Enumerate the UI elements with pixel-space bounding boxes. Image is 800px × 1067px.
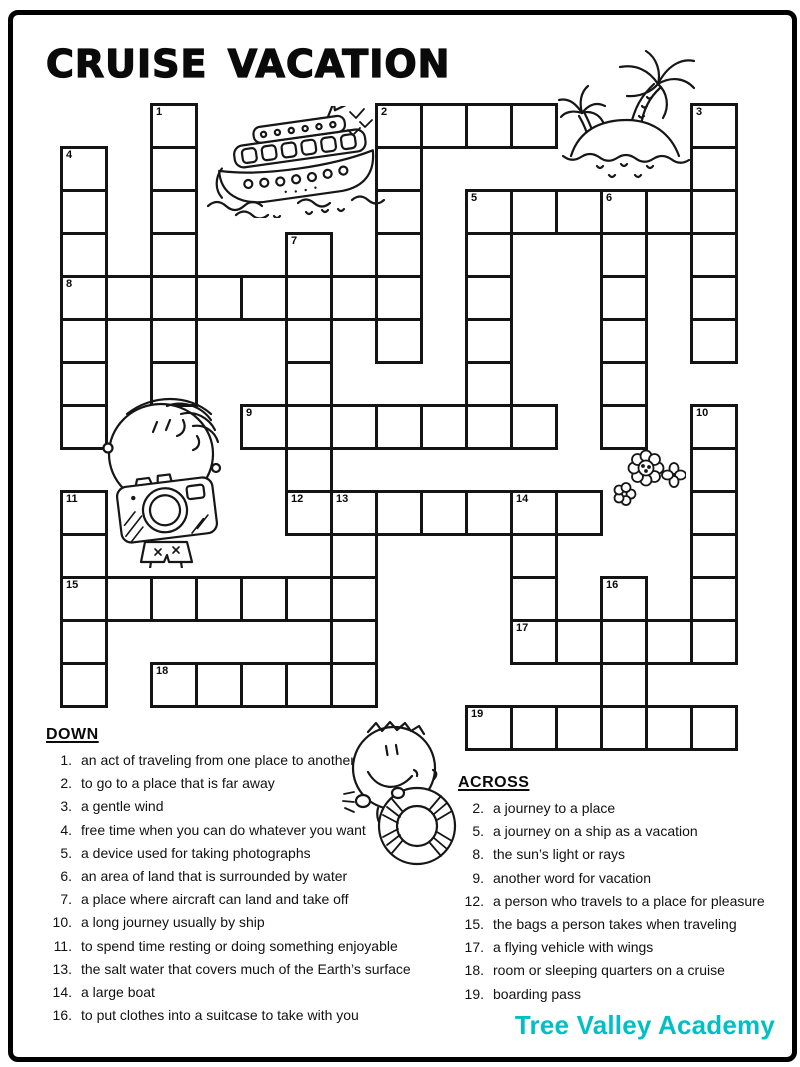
grid-cell — [465, 404, 513, 450]
grid-cell — [510, 619, 558, 665]
grid-cell — [195, 576, 243, 622]
grid-cell — [285, 232, 333, 278]
brand-footer: Tree Valley Academy — [514, 1010, 775, 1040]
grid-cell — [285, 318, 333, 364]
clue-text: room or sleeping quarters on a cruise — [493, 962, 725, 979]
grid-cell — [60, 189, 108, 235]
clue-number: 6. — [60, 868, 72, 885]
clue-number: 10. — [52, 914, 72, 931]
down-clue-list — [46, 752, 411, 1024]
grid-cell — [420, 404, 468, 450]
grid-cell — [240, 275, 288, 321]
grid-cell — [645, 189, 693, 235]
grid-cell — [375, 232, 423, 278]
grid-cell — [510, 576, 558, 622]
clue-text: an act of traveling from one place to another — [81, 752, 355, 768]
cell-number: 19 — [471, 708, 484, 720]
grid-cell — [690, 189, 738, 235]
grid-cell — [510, 103, 558, 149]
flowers-illustration — [610, 448, 686, 508]
grid-cell — [330, 619, 378, 665]
cruise-ship-icon — [202, 106, 392, 218]
clue-text: to spend time resting or doing something enjoyable — [81, 937, 398, 954]
across-clue-list — [458, 801, 793, 1002]
clue-item — [458, 917, 793, 932]
grid-cell — [690, 447, 738, 493]
down-heading: DOWN — [46, 726, 99, 743]
clue-number: 5. — [472, 823, 484, 840]
clue-number: 17. — [464, 939, 484, 956]
clue-text: a large boat — [81, 984, 155, 1001]
grid-cell — [60, 619, 108, 665]
cell-number: 11 — [66, 493, 78, 505]
grid-cell — [690, 146, 738, 192]
clue-text: to go to a place that is far away — [81, 775, 275, 792]
grid-cell — [690, 576, 738, 622]
grid-cell — [465, 361, 513, 407]
grid-cell — [285, 275, 333, 321]
grid-cell — [150, 189, 198, 235]
cell-number: 16 — [606, 579, 619, 591]
clue-text: a journey on a ship as a vacation — [493, 823, 698, 840]
grid-cell — [285, 490, 333, 536]
down-clues-section — [46, 726, 411, 1031]
grid-cell — [105, 576, 153, 622]
grid-cell — [375, 318, 423, 364]
grid-cell — [600, 361, 648, 407]
cell-number: 5 — [471, 192, 478, 204]
grid-cell — [600, 662, 648, 708]
grid-cell — [600, 232, 648, 278]
grid-cell — [600, 576, 648, 622]
grid-cell — [690, 404, 738, 450]
kid-with-camera-icon — [97, 390, 239, 568]
clue-text: a place where aircraft can land and take off — [81, 891, 349, 908]
clue-number: 16. — [52, 1007, 72, 1024]
grid-cell — [465, 232, 513, 278]
grid-cell — [465, 705, 513, 751]
clue-number: 9. — [472, 869, 484, 886]
clue-item — [46, 960, 411, 977]
grid-cell — [330, 662, 378, 708]
cell-number: 17 — [516, 622, 529, 634]
grid-cell — [375, 275, 423, 321]
grid-cell — [240, 404, 288, 450]
clue-item — [46, 846, 406, 861]
page-title: CRUISE VACATION — [46, 42, 451, 86]
clue-number: 13. — [52, 960, 72, 977]
grid-cell — [555, 490, 603, 536]
clue-number: 11. — [53, 937, 72, 954]
grid-cell — [600, 275, 648, 321]
grid-cell — [60, 662, 108, 708]
clue-text: a journey to a place — [493, 800, 616, 816]
grid-cell — [600, 189, 648, 235]
grid-cell — [555, 705, 603, 751]
clue-number: 15. — [464, 916, 484, 933]
clue-item — [46, 985, 406, 1000]
grid-cell — [105, 275, 153, 321]
clue-item — [458, 824, 793, 839]
palm-island-illustration — [557, 50, 697, 182]
clue-number: 18. — [464, 962, 484, 979]
cell-number: 10 — [696, 407, 709, 419]
grid-cell — [330, 490, 378, 536]
kid-with-camera-illustration — [97, 390, 239, 568]
clue-item — [458, 801, 793, 816]
clue-number: 8. — [472, 846, 484, 863]
clue-text: a flying vehicle with wings — [493, 939, 654, 956]
clue-text: boarding pass — [493, 985, 581, 1002]
grid-cell — [510, 533, 558, 579]
cell-number: 8 — [66, 278, 73, 290]
clue-number: 2. — [472, 800, 484, 816]
cell-number: 4 — [66, 149, 73, 161]
palm-island-icon — [557, 50, 697, 182]
grid-cell — [600, 404, 648, 450]
clue-number: 1. — [60, 752, 72, 768]
grid-cell — [420, 490, 468, 536]
grid-cell — [60, 275, 108, 321]
grid-cell — [465, 275, 513, 321]
clue-text: another word for vacation — [493, 869, 651, 886]
grid-cell — [285, 576, 333, 622]
across-clues-section — [458, 774, 793, 1010]
grid-cell — [690, 490, 738, 536]
clue-number: 7. — [60, 891, 72, 908]
grid-cell — [240, 576, 288, 622]
cell-number: 9 — [246, 407, 253, 419]
grid-cell — [195, 662, 243, 708]
grid-cell — [60, 576, 108, 622]
grid-cell — [330, 275, 378, 321]
clue-item — [458, 940, 793, 955]
cell-number: 2 — [381, 106, 388, 118]
clue-text: an area of land that is surrounded by water — [81, 868, 348, 885]
cell-number: 12 — [291, 493, 304, 505]
grid-cell — [285, 404, 333, 450]
grid-cell — [375, 404, 423, 450]
grid-cell — [150, 318, 198, 364]
grid-cell — [285, 361, 333, 407]
grid-cell — [150, 232, 198, 278]
grid-cell — [600, 318, 648, 364]
flowers-icon — [610, 448, 686, 508]
grid-cell — [465, 103, 513, 149]
grid-cell — [60, 318, 108, 364]
cell-number: 14 — [516, 493, 529, 505]
grid-cell — [330, 404, 378, 450]
clue-number: 19. — [464, 985, 484, 1002]
grid-cell — [465, 318, 513, 364]
grid-cell — [690, 318, 738, 364]
clue-text: to put clothes into a suitcase to take with you — [81, 1007, 359, 1024]
clue-item — [46, 823, 406, 838]
cell-number: 3 — [696, 106, 703, 118]
grid-cell — [150, 103, 198, 149]
clue-text: the salt water that covers much of the Earth’s surface — [81, 960, 411, 977]
clue-number: 12. — [464, 892, 484, 909]
grid-cell — [510, 490, 558, 536]
cell-number: 13 — [336, 493, 349, 505]
clue-text: the sun’s light or rays — [493, 846, 626, 863]
grid-cell — [510, 404, 558, 450]
grid-cell — [150, 662, 198, 708]
grid-cell — [60, 146, 108, 192]
cell-number: 1 — [156, 106, 163, 118]
across-heading: ACROSS — [458, 774, 530, 791]
grid-cell — [465, 490, 513, 536]
clue-text: the bags a person takes when traveling — [493, 916, 737, 933]
clue-number: 14. — [52, 984, 72, 1001]
cell-number: 6 — [606, 192, 613, 204]
clue-item — [458, 963, 793, 978]
clue-item — [46, 799, 406, 814]
grid-cell — [555, 189, 603, 235]
clue-item — [46, 1008, 406, 1023]
grid-cell — [150, 146, 198, 192]
clue-item — [46, 753, 406, 768]
cell-number: 15 — [66, 579, 79, 591]
clue-item — [458, 987, 793, 1002]
cell-number: 18 — [156, 665, 169, 677]
cruise-ship-illustration — [202, 106, 392, 218]
clue-item — [458, 871, 793, 886]
clue-text: a person who travels to a place for pleasure — [493, 892, 765, 909]
grid-cell — [690, 533, 738, 579]
grid-cell — [420, 103, 468, 149]
cell-number: 7 — [291, 235, 298, 247]
grid-cell — [690, 275, 738, 321]
clue-item — [458, 894, 793, 909]
grid-cell — [645, 619, 693, 665]
grid-cell — [60, 232, 108, 278]
clue-item — [46, 892, 406, 907]
clue-text: a long journey usually by ship — [81, 914, 265, 931]
grid-cell — [150, 576, 198, 622]
grid-cell — [600, 705, 648, 751]
grid-cell — [690, 619, 738, 665]
grid-cell — [690, 103, 738, 149]
grid-cell — [240, 662, 288, 708]
clue-text: a device used for taking photographs — [81, 844, 311, 861]
clue-item — [46, 869, 406, 884]
clue-item — [46, 915, 406, 930]
grid-cell — [465, 189, 513, 235]
grid-cell — [195, 275, 243, 321]
clue-number: 4. — [60, 821, 72, 838]
grid-cell — [510, 189, 558, 235]
grid-cell — [600, 619, 648, 665]
clue-number: 3. — [60, 798, 72, 815]
clue-number: 2. — [60, 775, 72, 792]
clue-item — [458, 847, 793, 862]
grid-cell — [510, 705, 558, 751]
grid-cell — [375, 490, 423, 536]
grid-cell — [285, 447, 333, 493]
clue-text: free time when you can do whatever you want — [81, 821, 366, 838]
clue-item — [46, 776, 406, 791]
grid-cell — [690, 705, 738, 751]
grid-cell — [690, 232, 738, 278]
grid-cell — [330, 533, 378, 579]
grid-cell — [330, 576, 378, 622]
clue-text: a gentle wind — [81, 798, 164, 815]
clue-item — [46, 939, 406, 954]
grid-cell — [150, 275, 198, 321]
grid-cell — [285, 662, 333, 708]
grid-cell — [555, 619, 603, 665]
clue-number: 5. — [60, 844, 72, 861]
grid-cell — [645, 705, 693, 751]
